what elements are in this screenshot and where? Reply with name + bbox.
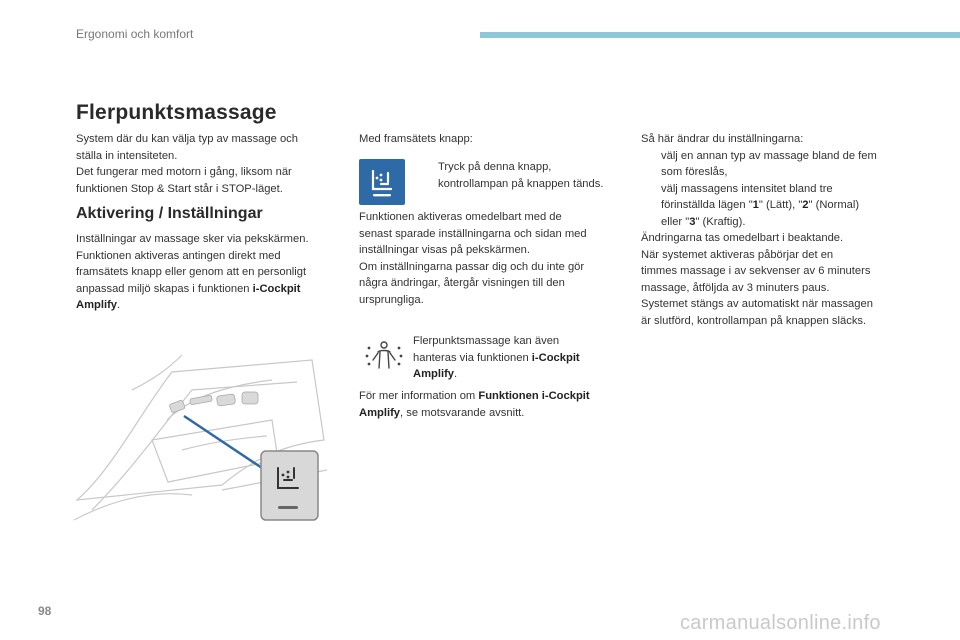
feature-name: i-Cockpit xyxy=(531,351,580,364)
intro-line: Det fungerar med motorn i gång, liksom när xyxy=(76,166,292,178)
activation-line: framsätets knapp eller genom att en personligt xyxy=(76,266,307,278)
intro-line: funktionen Stop & Start står i STOP-läget. xyxy=(76,182,283,195)
settings-bullet: välj en annan typ av massage bland de fem som föreslås, xyxy=(661,149,877,178)
activation-line: anpassad miljö skapas i funktionen i-Cockpit xyxy=(76,282,301,295)
step-item: Tryck på denna knapp, kontrollampan på knappen tänds. xyxy=(438,161,604,190)
intro-line: System där du kan välja typ av massage och xyxy=(76,133,298,145)
feature-link-text: Funktionen i-Cockpit xyxy=(478,390,590,402)
page-title: Flerpunktsmassage xyxy=(76,101,277,124)
seat-illustration xyxy=(72,350,334,525)
seat-button-closeup xyxy=(261,451,318,520)
section-subtitle: Aktivering / Inställningar xyxy=(76,205,263,222)
settings-column: Så här ändrar du inställningarna: välj en annan typ av massage bland de fem som föreslås, välj massagens intensitet bland tre förinställda lägen "1" (Lätt), "2" (Normal) eller "3" (Kraftig). Ändringarna tas omedelbart i beaktande. När systemet aktiveras påbörjar det en timmes massage i av sekvenser av 6 minuters massage, åtföljda av 3 minuters paus. Systemet stängs av automatiskt när massagen är slutförd, kontrollampan på knappen släcks. xyxy=(641,131,921,329)
settings-bullet: välj massagens intensitet bland tre förinställda lägen "1" (Lätt), "2" (Normal) eller "3" (Kraftig). xyxy=(661,182,860,228)
button-lead: Med framsätets knapp: xyxy=(359,133,473,145)
activation-description: Funktionen aktiveras omedelbart med de senast sparade inställningarna och sidan med inställningar visas på pekskärmen. Om inställningarna passar dig och du inte gör några ändringar, återgår visningen till den ursprungliga. xyxy=(359,211,587,306)
step-list xyxy=(418,159,628,192)
activation-line: Inställningar av massage sker via pekskärmen. xyxy=(76,233,309,245)
intro-paragraph xyxy=(76,131,346,197)
activation-line: Amplify. xyxy=(76,299,121,311)
settings-lead: Så här ändrar du inställningarna: xyxy=(641,133,804,145)
intro-line: ställa in intensiteten. xyxy=(76,149,178,162)
activation-line: Funktionen aktiveras antingen direkt med xyxy=(76,249,281,262)
activation-paragraph xyxy=(76,231,346,314)
feature-name: Amplify xyxy=(76,299,118,311)
header-accent-bar xyxy=(480,32,960,38)
touchscreen-massage-icon xyxy=(362,336,406,372)
watermark: carmanualsonline.info xyxy=(680,612,881,634)
more-info-paragraph: För mer information om Funktionen i-Cockpit Amplify, se motsvarande avsnitt. xyxy=(359,390,590,419)
note-paragraph: Flerpunktsmassage kan även hanteras via funktionen i-Cockpit Amplify. xyxy=(413,335,580,380)
feature-link-text: Amplify xyxy=(359,406,401,419)
page-number: 98 xyxy=(38,604,52,618)
massage-button-icon xyxy=(359,159,405,205)
feature-name: Amplify xyxy=(413,368,455,380)
section-title: Ergonomi och komfort xyxy=(76,27,194,41)
feature-name: i-Cockpit xyxy=(252,282,301,295)
